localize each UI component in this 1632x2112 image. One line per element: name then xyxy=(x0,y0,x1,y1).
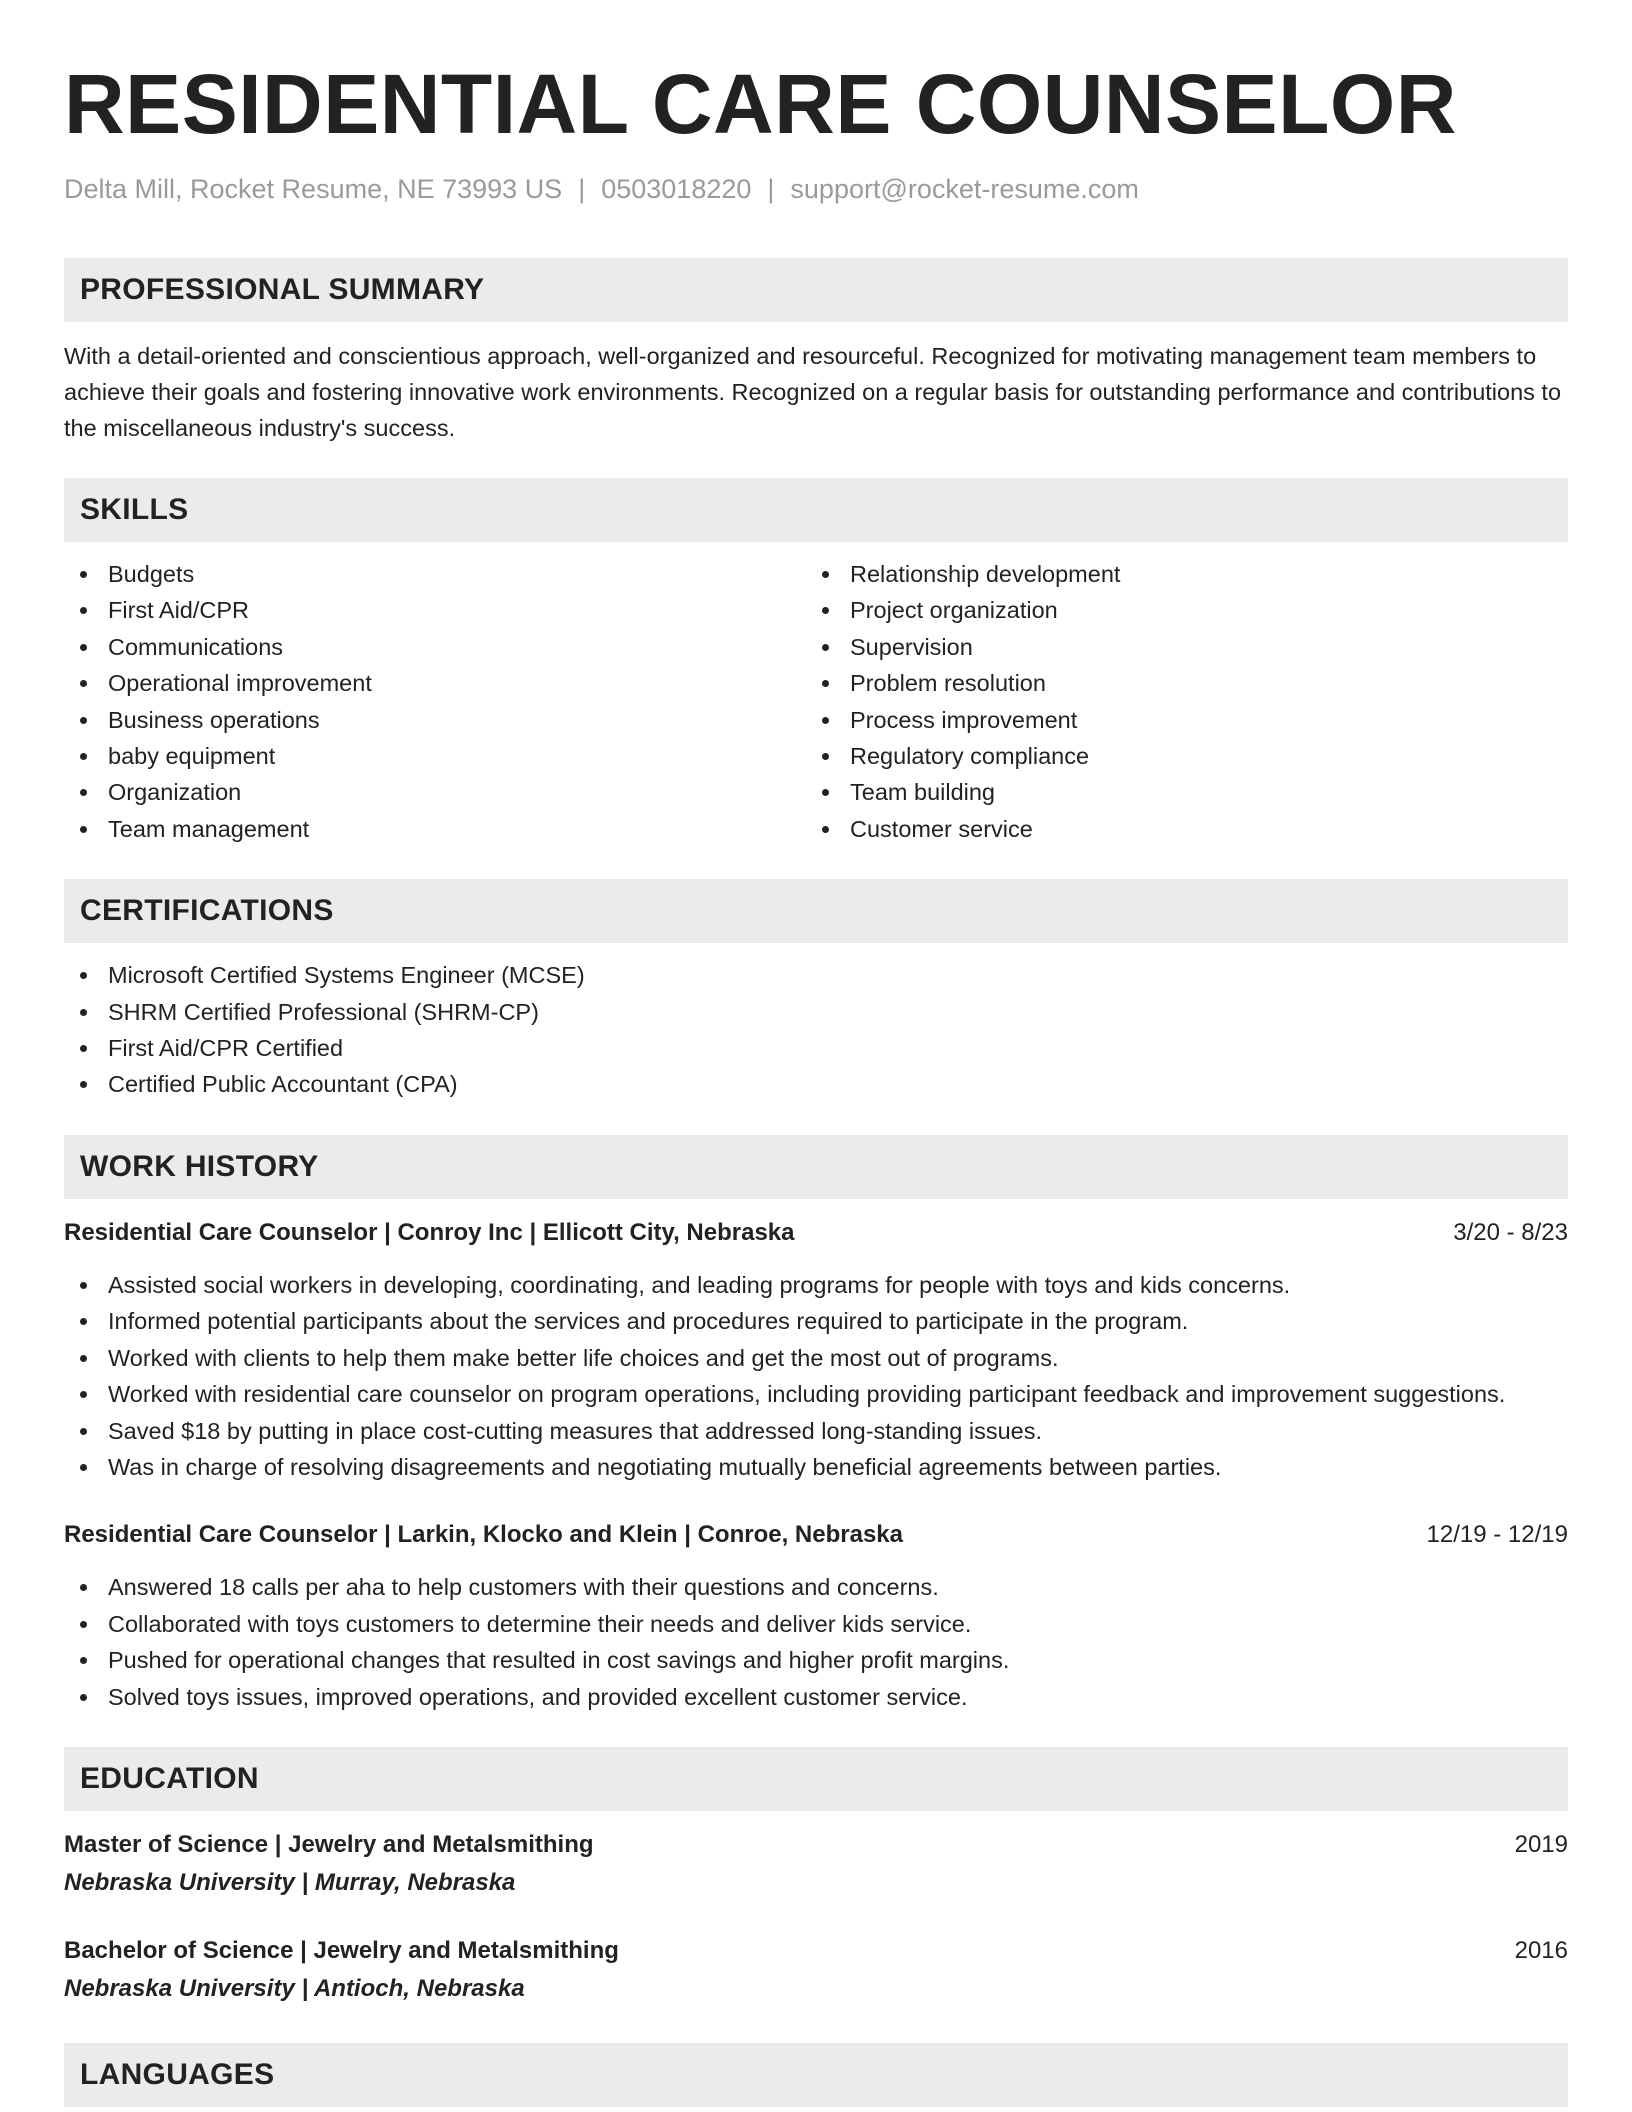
job-bullet-list xyxy=(64,1569,1568,1715)
education-degree: Master of Science | Jewelry and Metalsmithing xyxy=(64,1830,594,1858)
certifications-list xyxy=(64,957,1568,1103)
skill-item: baby equipment xyxy=(64,738,806,774)
skill-item: Relationship development xyxy=(806,556,1548,592)
skill-item: Team building xyxy=(806,774,1548,810)
resume-name: RESIDENTIAL CARE COUNSELOR xyxy=(64,57,1457,151)
skill-item: Organization xyxy=(64,774,806,810)
section-header-summary: PROFESSIONAL SUMMARY xyxy=(64,258,1568,322)
certification-item: Certified Public Accountant (CPA) xyxy=(64,1066,1568,1102)
section-header-skills: SKILLS xyxy=(64,478,1568,542)
contact-separator: | xyxy=(767,174,775,204)
skill-item: Project organization xyxy=(806,592,1548,628)
skill-item: Business operations xyxy=(64,702,806,738)
education-year: 2016 xyxy=(1514,1936,1568,1964)
job-heading-row xyxy=(64,1517,1568,1553)
skills-list-left xyxy=(64,556,806,847)
job-bullet: Saved $18 by putting in place cost-cutting measures that addressed long-standing issues. xyxy=(64,1413,1568,1449)
job-bullet: Worked with residential care counselor on program operations, including providing participant feedback and improvement suggestions. xyxy=(64,1376,1568,1412)
education-heading-row xyxy=(64,1933,1568,1969)
job-bullet: Was in charge of resolving disagreements and negotiating mutually beneficial agreements between parties. xyxy=(64,1449,1568,1485)
section-header-education: EDUCATION xyxy=(64,1747,1568,1811)
education-year: 2019 xyxy=(1514,1830,1568,1858)
skill-item: Operational improvement xyxy=(64,665,806,701)
certification-item: Microsoft Certified Systems Engineer (MCSE) xyxy=(64,957,1568,993)
job-bullet: Answered 18 calls per aha to help customers with their questions and concerns. xyxy=(64,1569,1568,1605)
contact-address: Delta Mill, Rocket Resume, NE 73993 US xyxy=(64,174,563,204)
skill-item: Customer service xyxy=(806,811,1548,847)
skill-item: Supervision xyxy=(806,629,1548,665)
certification-item: SHRM Certified Professional (SHRM-CP) xyxy=(64,994,1568,1030)
education-school: Nebraska University | Antioch, Nebraska xyxy=(64,1974,525,2002)
education-degree: Bachelor of Science | Jewelry and Metalsmithing xyxy=(64,1936,619,1964)
skill-item: Process improvement xyxy=(806,702,1548,738)
education-school: Nebraska University | Murray, Nebraska xyxy=(64,1868,516,1896)
section-header-certifications: CERTIFICATIONS xyxy=(64,879,1568,943)
job-bullet: Informed potential participants about the services and procedures required to participate in the program. xyxy=(64,1303,1568,1339)
section-header-work-history: WORK HISTORY xyxy=(64,1135,1568,1199)
job-bullet-list xyxy=(64,1267,1568,1485)
job-dates: 3/20 - 8/23 xyxy=(1453,1218,1568,1246)
contact-phone: 0503018220 xyxy=(601,174,752,204)
job-bullet: Pushed for operational changes that resulted in cost savings and higher profit margins. xyxy=(64,1642,1568,1678)
job-title: Residential Care Counselor | Conroy Inc | Ellicott City, Nebraska xyxy=(64,1218,795,1246)
skill-item: First Aid/CPR xyxy=(64,592,806,628)
job-dates: 12/19 - 12/19 xyxy=(1426,1521,1568,1549)
skills-list-right xyxy=(806,556,1548,847)
contact-email: support@rocket-resume.com xyxy=(790,174,1139,204)
section-header-languages: LANGUAGES xyxy=(64,2043,1568,2107)
job-bullet: Assisted social workers in developing, coordinating, and leading programs for people with toys and kids concerns. xyxy=(64,1267,1568,1303)
job-bullet: Worked with clients to help them make better life choices and get the most out of programs. xyxy=(64,1340,1568,1376)
job-title: Residential Care Counselor | Larkin, Klocko and Klein | Conroe, Nebraska xyxy=(64,1521,903,1549)
job-bullet: Collaborated with toys customers to determine their needs and deliver kids service. xyxy=(64,1606,1568,1642)
contact-separator: | xyxy=(578,174,586,204)
skills-columns xyxy=(64,556,1568,847)
job-bullet: Solved toys issues, improved operations, and provided excellent customer service. xyxy=(64,1679,1568,1715)
summary-text: With a detail-oriented and conscientious approach, well-organized and resourceful. Recognized for motivating management team members to achieve their goals and fostering innovative work environments. Recognized on a regular basis for outstanding performance and contributions to the miscellaneous industry's success. xyxy=(64,343,1562,441)
skill-item: Team management xyxy=(64,811,806,847)
skill-item: Budgets xyxy=(64,556,806,592)
job-heading-row xyxy=(64,1215,1568,1251)
skill-item: Regulatory compliance xyxy=(806,738,1548,774)
skill-item: Communications xyxy=(64,629,806,665)
skill-item: Problem resolution xyxy=(806,665,1548,701)
contact-line xyxy=(64,170,1568,208)
certification-item: First Aid/CPR Certified xyxy=(64,1030,1568,1066)
education-heading-row xyxy=(64,1827,1568,1863)
